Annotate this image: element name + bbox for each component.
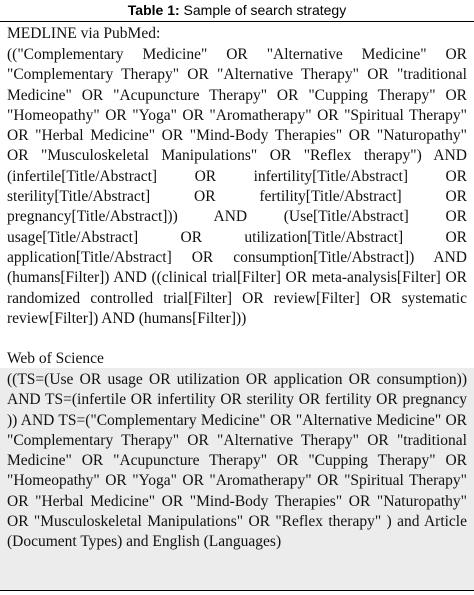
database-name-web-of-science: Web of Science <box>7 350 104 367</box>
query-text-web-of-science: ((TS=(Use OR usage OR utilization OR application OR consumption)) AND TS=(infertile OR infertility OR sterility OR fertility OR pregnancy )) AND TS=("Complementary Medicine" OR "Alternative Medicine" OR "Complementary Therapy" OR "Alternative Therapy" OR "traditional Medicine" OR "Acupuncture Therapy" OR "Cupping Therapy" OR "Homeopathy" OR "Yoga" OR "Aromatherapy" OR "Spiritual Therapy" OR "Herbal Medicine" OR "Mind-Body Therapies" OR "Naturopathy" OR "Musculoskeletal Manipulations" OR "Reflex therapy" ) and Article (Document Types) and English (Languages) <box>7 371 467 551</box>
database-name-medline: MEDLINE via PubMed: <box>7 25 161 42</box>
table-caption-text: Sample of search strategy <box>179 2 347 18</box>
query-text-medline: (("Complementary Medicine" OR "Alternative Medicine" OR "Complementary Therapy" OR "Alternative Therapy" OR "traditional Medicine" OR "Acupuncture Therapy" OR "Cupping Therapy" OR "Homeopathy" OR "Yoga" OR "Aromatherapy" OR "Spiritual Therapy" OR "Herbal Medicine" OR "Mind-Body Therapies" OR "Naturopathy" OR "Musculoskeletal Manipulations" OR "Reflex therapy") AND (infertile[Title/Abstract] OR infertility[Title/Abstract] OR sterility[Title/Abstract] OR fertility[Title/Abstract] OR pregnancy[Title/Abstract])) AND (Use[Title/Abstract] OR usage[Title/Abstract] OR utilization[Title/Abstract] OR application[Title/Abstract] OR consumption[Title/Abstract]) AND (humans[Filter]) AND ((clinical trial[Filter] OR meta-analysis[Filter] OR randomized controlled trial[Filter] OR review[Filter] OR systematic review[Filter]) AND (humans[Filter])) <box>7 46 467 327</box>
table-caption <box>0 0 474 20</box>
table-bottom-rule <box>0 590 474 591</box>
table-caption-label: Table 1: <box>127 2 180 18</box>
